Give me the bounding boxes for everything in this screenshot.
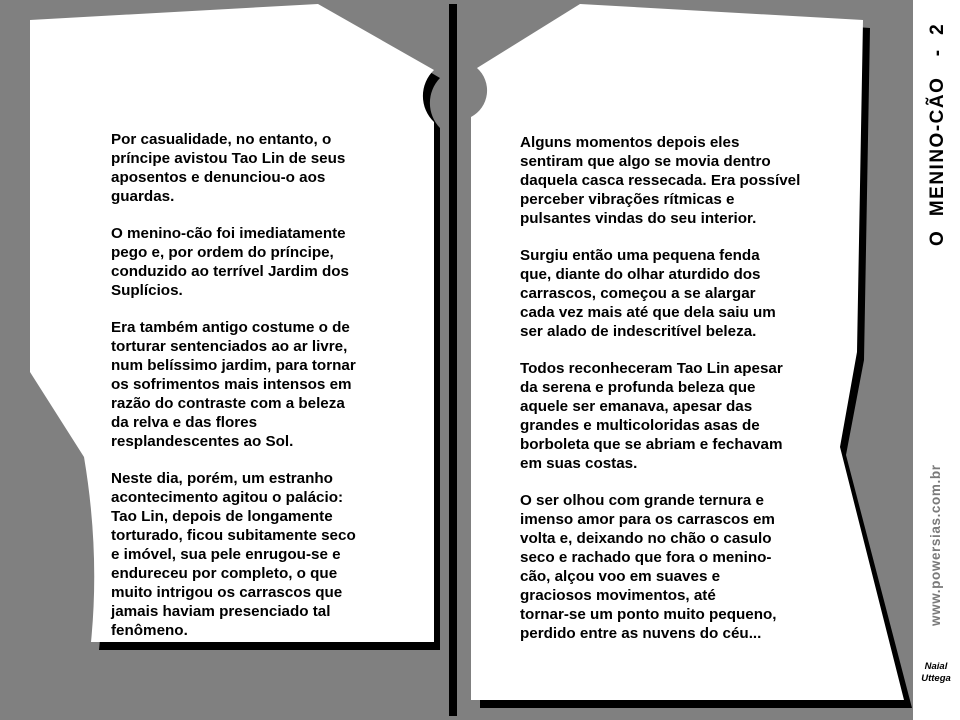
author-credit [912,661,960,685]
right-paragraph-3: Todos reconheceram Tao Lin apesar da serena e profunda beleza que aquele ser emanava, apesar das grandes e multicoloridas asas de borboleta que se abriam e fechavam em suas costas. [520,360,783,472]
right-page-text [520,133,820,661]
right-paragraph-2: Surgiu então uma pequena fenda que, diante do olhar aturdido dos carrascos, começou a se alargar cada vez mais até que dela saiu um ser alado de indescritível beleza. [520,247,776,340]
website-link[interactable]: www.powersias.com.br [928,464,943,626]
book-spine [449,4,457,716]
left-paragraph-4: Neste dia, porém, um estranho acontecimento agitou o palácio: Tao Lin, depois de longamente torturado, ficou subitamente seco e imóvel, sua pele enrugou-se e endureceu por completo, o que muito intrigou os carrascos que jamais haviam presenciado tal fenômeno. [111,470,356,639]
left-paragraph-2: O menino-cão foi imediatamente pego e, por ordem do príncipe, conduzido ao terrível Jardim dos Suplícios. [111,225,349,299]
right-paragraph-1: Alguns momentos depois eles sentiram que algo se movia dentro daquela casca ressecada. Era possível perceber vibrações rítmicas e pulsantes vindas do seu interior. [520,134,801,227]
left-paragraph-1: Por casualidade, no entanto, o príncipe avistou Tao Lin de seus aposentos e denunciou-o aos guardas. [111,131,346,205]
story-title: O MENINO-CÃO - 2 [927,22,948,246]
right-paragraph-4: O ser olhou com grande ternura e imenso amor para os carrascos em volta e, deixando no chão o casulo seco e rachado que fora o menino- cão, alçou voo em suaves e graciosos movimentos, até tornar-se um ponto muito pequeno, perdido entre as nuvens do céu... [520,492,777,642]
left-page-text [111,130,381,658]
author-first-name: Naial [924,661,948,672]
author-last-name: Uttega [921,673,951,684]
left-paragraph-3: Era também antigo costume o de torturar sentenciados ao ar livre, num belíssimo jardim, para tornar os sofrimentos mais intensos em razão do contraste com a beleza da relva e das flores resplandescentes ao Sol. [111,319,356,450]
